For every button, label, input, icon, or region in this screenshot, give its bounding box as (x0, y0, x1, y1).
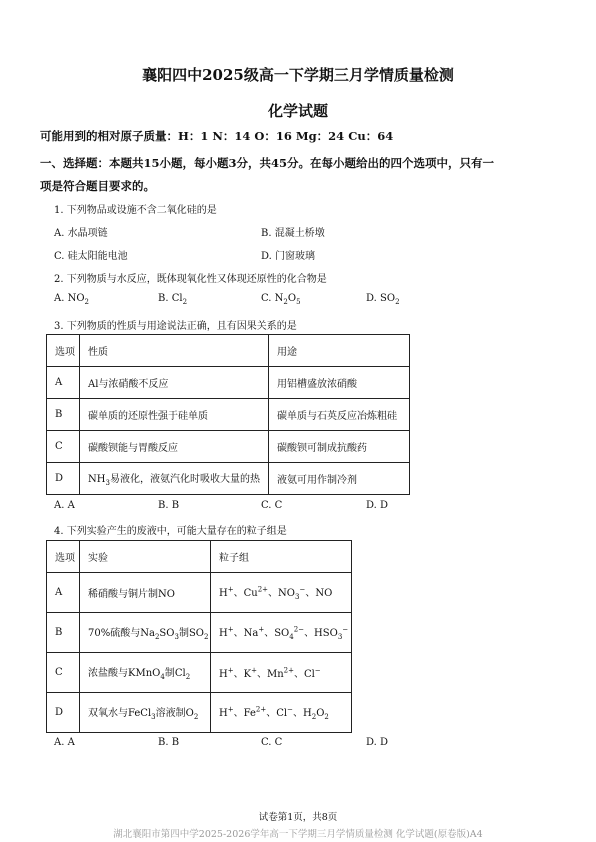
q2-option-c: C. $N_2O_5$ (261, 293, 301, 306)
q1-option-a: A. 水晶项链 (54, 228, 108, 239)
cell-option: B (47, 613, 80, 653)
q3-answer-d: D. D (366, 500, 389, 511)
cell-particles: H+、K+、$Mn^{2+}$、Cl− (211, 653, 352, 693)
q2-option-b: B. $Cl_2$ (158, 293, 188, 306)
q4-stem: 4. 下列实验产生的废液中，可能大量存在的粒子组是 (54, 526, 287, 537)
q4-answer-d: D. D (366, 737, 389, 748)
cell-option: C (47, 653, 80, 693)
table-header-row (47, 541, 352, 573)
q1-stem: 1. 下列物品或设施不含二氧化硅的是 (54, 205, 217, 216)
atomic-masses: 可能用到的相对原子质量：H：1 N：14 O：16 Mg：24 Cu：64 (40, 129, 394, 143)
cell-experiment: 浓盐酸与KMnO$_4$制$Cl_2$ (80, 653, 211, 693)
table-row (47, 653, 352, 693)
header-option: 选项 (47, 541, 80, 573)
table-row (47, 399, 410, 431)
q1-option-d: D. 门窗玻璃 (261, 251, 316, 262)
cell-experiment: 70%硫酸与$Na_2SO_3$制$SO_2$ (80, 613, 211, 653)
cell-use: 用铝槽盛放浓硝酸 (269, 367, 410, 399)
exam-subtitle: 化学试题 (267, 102, 328, 120)
cell-property: 碳单质的还原性强于硅单质 (80, 399, 269, 431)
q3-table (46, 334, 410, 495)
q2-stem: 2. 下列物质与水反应，既体现氧化性又体现还原性的化合物是 (54, 274, 327, 285)
section-instructions-line1: 一、选择题：本题共15小题，每小题3分，共45分。在每小题给出的四个选项中，只有一 (40, 156, 495, 170)
cell-particles: H+、$Fe^{2+}$、Cl−、$H_2O_2$ (211, 693, 352, 733)
cell-property: Al与浓硝酸不反应 (80, 367, 269, 399)
cell-particles: H+、Na+、$SO_4^{2-}$、$HSO_3^-$ (211, 613, 352, 653)
q2-option-d: D. $SO_2$ (366, 293, 400, 306)
q3-answer-c: C. C (261, 500, 283, 511)
table-row (47, 573, 352, 613)
cell-option: B (47, 399, 80, 431)
table-row (47, 613, 352, 653)
table-row (47, 693, 352, 733)
watermark-text: 湖北襄阳市第四中学2025-2026学年高一下学期三月学情质量检测 化学试题(原卷版)A4 (113, 829, 483, 840)
header-option: 选项 (47, 335, 80, 367)
q4-answer-c: C. C (261, 737, 283, 748)
q1-option-b: B. 混凝土桥墩 (261, 228, 325, 239)
cell-property: 碳酸钡能与胃酸反应 (80, 431, 269, 463)
header-use: 用途 (269, 335, 410, 367)
table-row (47, 431, 410, 463)
q4-answer-b: B. B (158, 737, 180, 748)
cell-use: 液氨可用作制冷剂 (269, 463, 410, 495)
section-instructions-line2: 项是符合题目要求的。 (40, 179, 155, 193)
exam-title: 襄阳四中2025级高一下学期三月学情质量检测 (142, 66, 454, 84)
cell-option: C (47, 431, 80, 463)
q3-answer-b: B. B (158, 500, 180, 511)
table-row (47, 463, 410, 495)
cell-option: D (47, 693, 80, 733)
table-header-row (47, 335, 410, 367)
table-row (47, 367, 410, 399)
cell-option: A (47, 573, 80, 613)
cell-use: 碳酸钡可制成抗酸药 (269, 431, 410, 463)
q1-option-c: C. 硅太阳能电池 (54, 251, 128, 262)
cell-experiment: 双氧水与FeCl$_3$溶液制$O_2$ (80, 693, 211, 733)
cell-property: $NH_3$易液化，液氨汽化时吸收大量的热 (80, 463, 269, 495)
cell-experiment: 稀硝酸与铜片制NO (80, 573, 211, 613)
q3-stem: 3. 下列物质的性质与用途说法正确，且有因果关系的是 (54, 321, 297, 332)
cell-particles: H+、$Cu^{2+}$、$NO_3^-$、NO (211, 573, 352, 613)
header-experiment: 实验 (80, 541, 211, 573)
q4-answer-a: A. A (54, 737, 75, 748)
q2-option-a: A. $NO_2$ (54, 293, 89, 306)
q4-table (46, 540, 352, 733)
cell-option: D (47, 463, 80, 495)
cell-use: 碳单质与石英反应冶炼粗硅 (269, 399, 410, 431)
header-property: 性质 (80, 335, 269, 367)
cell-option: A (47, 367, 80, 399)
q3-answer-a: A. A (54, 500, 75, 511)
header-particles: 粒子组 (211, 541, 352, 573)
page-footer: 试卷第1页，共8页 (258, 812, 338, 823)
